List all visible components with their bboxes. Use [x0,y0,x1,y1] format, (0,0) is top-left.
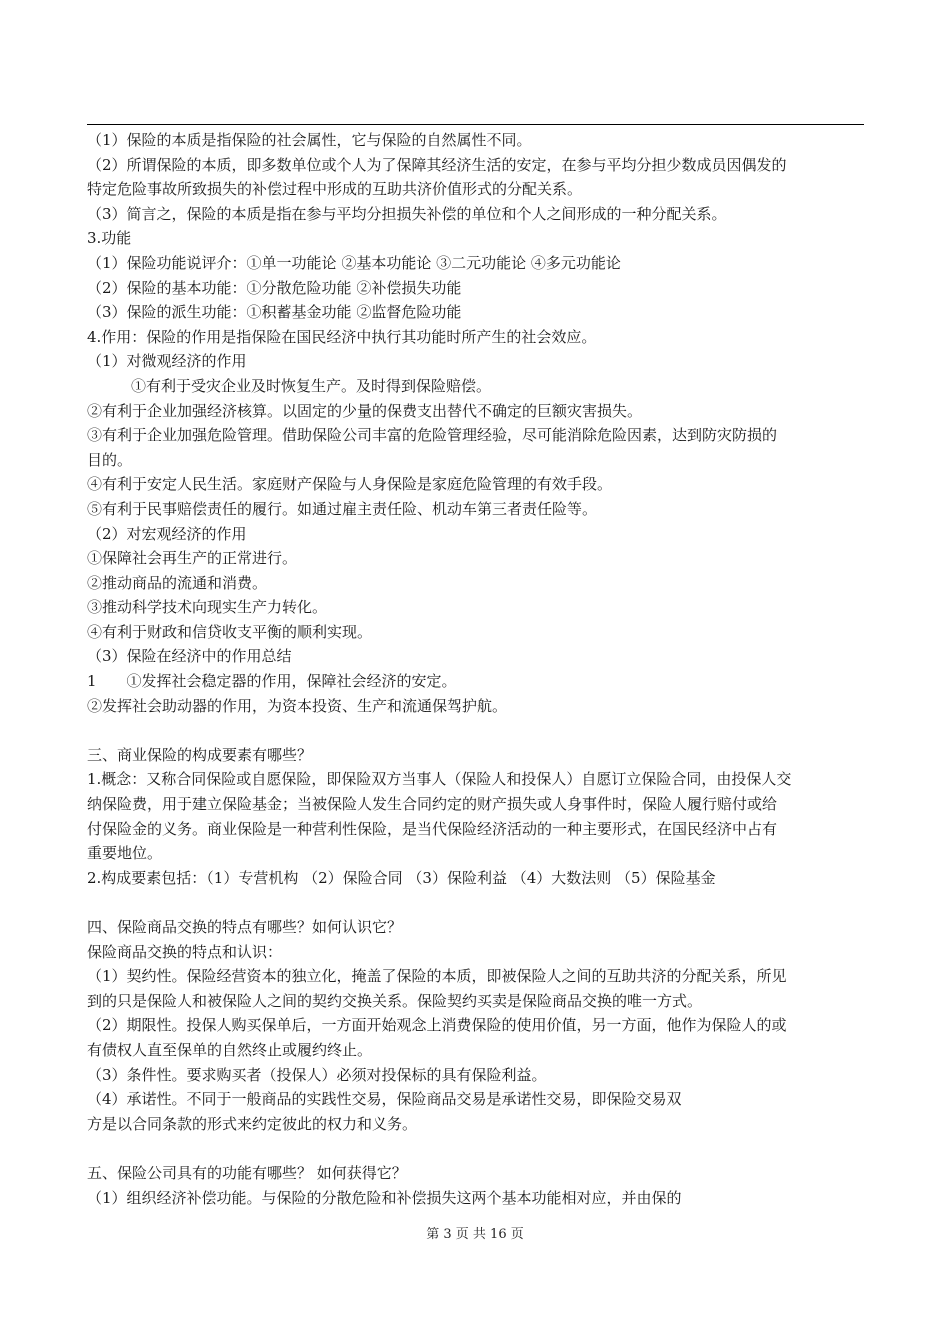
text-line: （3）条件性。要求购买者（投保人）必须对投保标的具有保险利益。 [87,1065,547,1084]
text-line: 有债权人直至保单的自然终止或履约终止。 [87,1040,373,1059]
text-line: 到的只是保险人和被保险人之间的契约交换关系。保险契约买卖是保险商品交换的唯一方式。 [87,991,703,1010]
text-line: （3）保险在经济中的作用总结 [87,647,292,666]
text-line: ②推动商品的流通和消费。 [87,573,268,592]
text-line: ②发挥社会助动器的作用，为资本投资、生产和流通保驾护航。 [87,696,508,715]
text-line: ③推动科学技术向现实生产力转化。 [87,598,328,617]
text-line: （2）所谓保险的本质，即多数单位或个人为了保障其经济生活的安定，在参与平均分担少数成员因偶发的 [87,155,787,174]
text-line: （2）对宏观经济的作用 [87,524,247,543]
text-line: 2.构成要素包括：（1）专营机构 （2）保险合同 （3）保险利益 （4）大数法则 （5）保险基金 [87,868,716,887]
text-line: （1）保险功能说评介：①单一功能论 ②基本功能论 ③二元功能论 ④多元功能论 [87,253,621,272]
text-line: 纳保险费，用于建立保险基金；当被保险人发生合同约定的财产损失或人身事件时，保险人履行赔付或给 [87,795,778,814]
text-line: 方是以合同条款的形式来约定彼此的权力和义务。 [87,1114,418,1133]
text-line: （1）保险的本质是指保险的社会属性，它与保险的自然属性不同。 [87,131,532,149]
text-line: （3）简言之，保险的本质是指在参与平均分担损失补偿的单位和个人之间形成的一种分配关系。 [87,204,727,223]
text-line: ④有利于财政和信贷收支平衡的顺利实现。 [87,622,373,641]
page-number-footer: 第 3 页 共 16 页 [426,1227,524,1242]
text-line: （1）组织经济补偿功能。与保险的分散危险和补偿损失这两个基本功能相对应，并由保的 [87,1188,682,1207]
header-rule [87,124,864,125]
text-line: （4）承诺性。不同于一般商品的实践性交易，保险商品交易是承诺性交易，即保险交易双 [87,1090,682,1109]
text-line: （3）保险的派生功能：①积蓄基金功能 ②监督危险功能 [87,303,462,322]
text-line: （1）对微观经济的作用 [87,352,247,371]
text-line: ④有利于安定人民生活。家庭财产保险与人身保险是家庭危险管理的有效手段。 [87,475,613,494]
text-line: 目的。 [87,450,133,469]
page-body [87,128,867,1210]
text-line: 特定危险事故所致损失的补偿过程中形成的互助共济价值形式的分配关系。 [87,180,583,199]
blank-line [87,1136,867,1161]
text-line: 1 ①发挥社会稳定器的作用，保障社会经济的安定。 [87,672,457,691]
text-line: 重要地位。 [87,844,163,863]
blank-line [87,718,867,743]
section-heading: 三、商业保险的构成要素有哪些？ [87,745,313,764]
section-heading: 五、保险公司具有的功能有哪些？ 如何获得它？ [87,1163,407,1182]
text-line: 付保险金的义务。商业保险是一种营利性保险，是当代保险经济活动的一种主要形式，在国民经济中占有 [87,819,778,838]
section-heading: 四、保险商品交换的特点有哪些？如何认识它？ [87,918,403,936]
text-line: ③有利于企业加强危险管理。借助保险公司丰富的危险管理经验，尽可能消除危险因素，达到防灾防损的 [87,426,778,445]
text-line: ⑤有利于民事赔偿责任的履行。如通过雇主责任险、机动车第三者责任险等。 [87,499,598,518]
text-line: （1）契约性。保险经营资本的独立化，掩盖了保险的本质，即被保险人之间的互助共济的分配关系，所见 [87,967,787,986]
text-line: 1.概念：又称合同保险或自愿保险，即保险双方当事人（保险人和投保人）自愿订立保险合同，由投保人交 [87,770,792,789]
text-line: （2）期限性。投保人购买保单后，一方面开始观念上消费保险的使用价值，另一方面，他作为保险人的或 [87,1016,787,1035]
section-heading: 3.功能 [87,229,132,248]
text-line: ②有利于企业加强经济核算。以固定的少量的保费支出替代不确定的巨额灾害损失。 [87,401,643,420]
section-heading: 4.作用：保险的作用是指保险在国民经济中执行其功能时所产生的社会效应。 [87,327,597,346]
text-line: ①有利于受灾企业及时恢复生产。及时得到保险赔偿。 [131,376,492,395]
text-line: ①保障社会再生产的正常进行。 [87,549,298,568]
text-line: （2）保险的基本功能：①分散危险功能 ②补偿损失功能 [87,278,462,297]
blank-line [87,890,867,915]
text-line: 保险商品交换的特点和认识： [87,942,283,961]
